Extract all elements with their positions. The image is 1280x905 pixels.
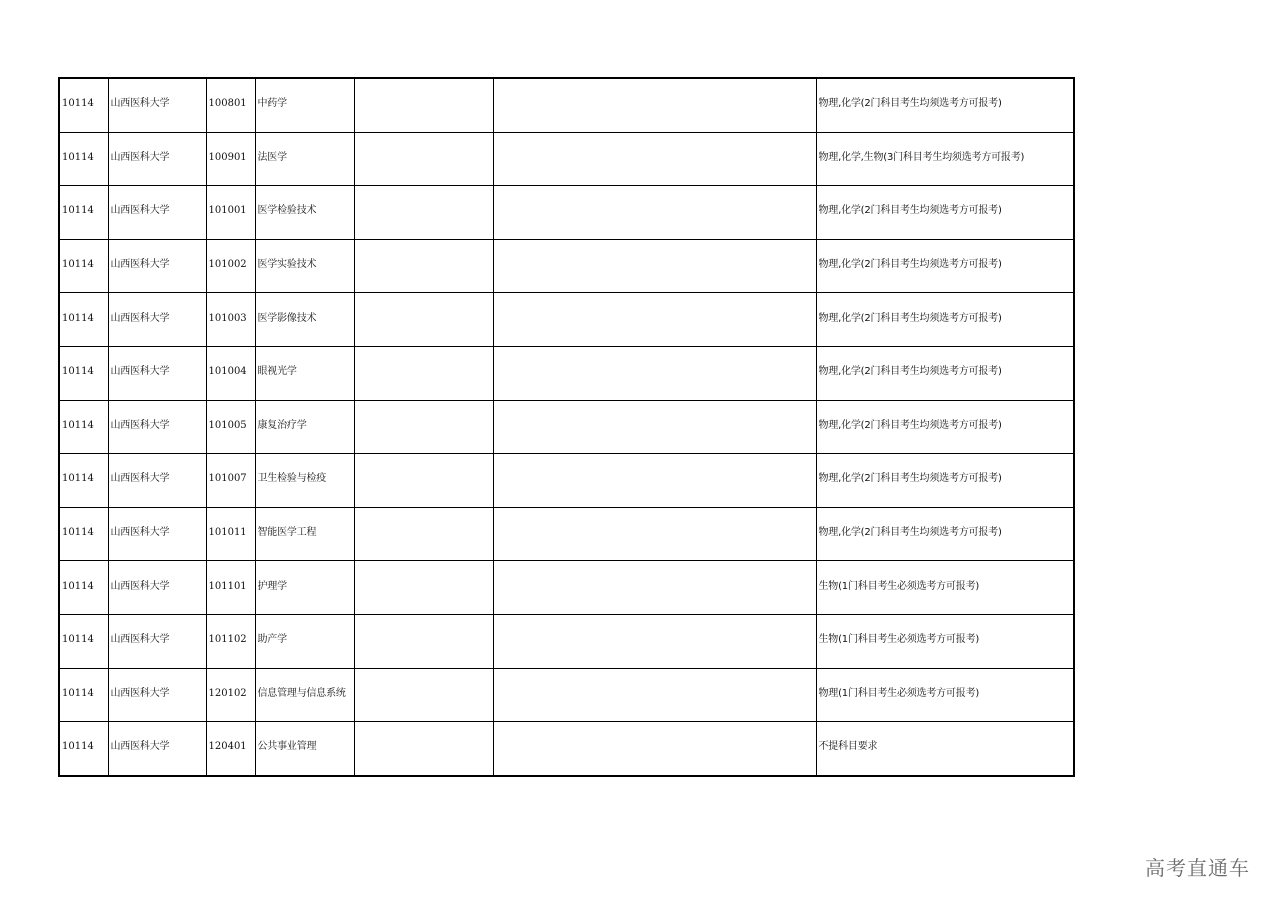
school-code-cell-text: 10114 — [62, 580, 94, 592]
major-code-cell-text: 101003 — [208, 312, 247, 324]
school-code-cell — [59, 561, 108, 615]
subject-requirement-cell — [816, 507, 1074, 561]
empty-cell-6 — [493, 186, 816, 240]
subject-requirement-cell — [816, 293, 1074, 347]
empty-cell-5 — [354, 132, 493, 186]
major-name-cell-text: 医学实验技术 — [257, 259, 317, 271]
major-code-cell — [206, 561, 255, 615]
subject-requirement-cell — [816, 346, 1074, 400]
school-name-cell-text: 山西医科大学 — [110, 741, 170, 753]
school-name-cell — [108, 561, 206, 615]
school-code-cell — [59, 454, 108, 508]
school-name-cell — [108, 454, 206, 508]
major-name-cell — [255, 293, 354, 347]
major-code-cell-text: 101102 — [208, 634, 247, 646]
empty-cell-5 — [354, 668, 493, 722]
major-code-cell — [206, 722, 255, 776]
school-code-cell — [59, 507, 108, 561]
major-code-cell — [206, 78, 255, 132]
major-code-cell — [206, 293, 255, 347]
subject-requirement-cell-text: 物理,化学,生物(3门科目考生均须选考方可报考) — [818, 151, 1025, 163]
school-code-cell-text: 10114 — [62, 98, 94, 110]
school-code-cell-text: 10114 — [62, 151, 94, 163]
major-code-cell-text: 101001 — [208, 205, 247, 217]
major-code-cell-text: 120102 — [208, 687, 247, 699]
major-code-cell-text: 101007 — [208, 473, 247, 485]
empty-cell-6 — [493, 722, 816, 776]
school-code-cell-text: 10114 — [62, 312, 94, 324]
major-code-cell-text: 101005 — [208, 419, 247, 431]
major-code-cell-text: 101101 — [208, 580, 247, 592]
empty-cell-5 — [354, 614, 493, 668]
major-name-cell — [255, 722, 354, 776]
school-code-cell-text: 10114 — [62, 687, 94, 699]
subject-requirement-cell — [816, 132, 1074, 186]
school-code-cell — [59, 722, 108, 776]
empty-cell-5 — [354, 561, 493, 615]
school-code-cell — [59, 400, 108, 454]
major-name-cell-text: 医学影像技术 — [257, 312, 317, 324]
subject-requirement-cell-text: 物理,化学(2门科目考生均须选考方可报考) — [818, 419, 1002, 431]
school-name-cell-text: 山西医科大学 — [110, 366, 170, 378]
major-name-cell — [255, 614, 354, 668]
empty-cell-5 — [354, 346, 493, 400]
school-code-cell-text: 10114 — [62, 259, 94, 271]
school-name-cell — [108, 132, 206, 186]
school-code-cell — [59, 346, 108, 400]
subject-requirement-cell-text: 不提科目要求 — [818, 741, 878, 753]
subject-requirement-cell-text: 生物(1门科目考生必须选考方可报考) — [818, 634, 980, 646]
major-name-cell — [255, 239, 354, 293]
major-name-cell-text: 康复治疗学 — [257, 419, 307, 431]
subject-requirement-cell — [816, 454, 1074, 508]
subject-requirement-cell-text: 物理(1门科目考生必须选考方可报考) — [818, 687, 980, 699]
major-code-cell — [206, 186, 255, 240]
empty-cell-5 — [354, 239, 493, 293]
school-name-cell — [108, 507, 206, 561]
subject-requirement-cell — [816, 78, 1074, 132]
table-row — [59, 78, 1074, 132]
subject-requirement-cell-text: 生物(1门科目考生必须选考方可报考) — [818, 580, 980, 592]
major-code-cell — [206, 132, 255, 186]
major-name-cell-text: 信息管理与信息系统 — [257, 687, 346, 699]
empty-cell-6 — [493, 507, 816, 561]
school-name-cell — [108, 668, 206, 722]
empty-cell-5 — [354, 454, 493, 508]
subject-requirement-cell — [816, 400, 1074, 454]
empty-cell-6 — [493, 668, 816, 722]
empty-cell-6 — [493, 614, 816, 668]
major-code-cell — [206, 346, 255, 400]
empty-cell-5 — [354, 293, 493, 347]
table-row — [59, 400, 1074, 454]
school-name-cell — [108, 722, 206, 776]
empty-cell-6 — [493, 346, 816, 400]
empty-cell-6 — [493, 293, 816, 347]
school-name-cell-text: 山西医科大学 — [110, 98, 170, 110]
table-row — [59, 132, 1074, 186]
school-code-cell — [59, 293, 108, 347]
major-name-cell — [255, 132, 354, 186]
major-code-cell — [206, 400, 255, 454]
school-name-cell-text: 山西医科大学 — [110, 687, 170, 699]
school-code-cell — [59, 614, 108, 668]
school-name-cell-text: 山西医科大学 — [110, 473, 170, 485]
major-name-cell-text: 助产学 — [257, 634, 287, 646]
school-code-cell — [59, 186, 108, 240]
major-name-cell — [255, 454, 354, 508]
school-name-cell — [108, 78, 206, 132]
major-name-cell-text: 法医学 — [257, 151, 287, 163]
empty-cell-5 — [354, 78, 493, 132]
table-row — [59, 722, 1074, 776]
empty-cell-6 — [493, 400, 816, 454]
school-code-cell-text: 10114 — [62, 473, 94, 485]
table-row — [59, 346, 1074, 400]
watermark-text: 高考直通车 — [1145, 856, 1250, 880]
school-code-cell-text: 10114 — [62, 205, 94, 217]
school-code-cell-text: 10114 — [62, 741, 94, 753]
major-code-cell — [206, 614, 255, 668]
major-name-cell — [255, 186, 354, 240]
major-code-cell — [206, 507, 255, 561]
table-row — [59, 561, 1074, 615]
table-row — [59, 454, 1074, 508]
subject-requirement-cell — [816, 186, 1074, 240]
major-name-cell — [255, 507, 354, 561]
empty-cell-5 — [354, 722, 493, 776]
subject-requirement-cell — [816, 668, 1074, 722]
school-name-cell-text: 山西医科大学 — [110, 259, 170, 271]
school-name-cell — [108, 614, 206, 668]
subject-requirements-table — [58, 77, 1075, 777]
school-code-cell — [59, 132, 108, 186]
empty-cell-6 — [493, 561, 816, 615]
school-code-cell-text: 10114 — [62, 419, 94, 431]
school-name-cell — [108, 293, 206, 347]
major-code-cell-text: 101004 — [208, 366, 247, 378]
major-code-cell — [206, 668, 255, 722]
empty-cell-5 — [354, 507, 493, 561]
major-name-cell — [255, 400, 354, 454]
empty-cell-5 — [354, 186, 493, 240]
major-name-cell-text: 中药学 — [257, 98, 287, 110]
subject-requirement-cell — [816, 614, 1074, 668]
major-code-cell-text: 100901 — [208, 151, 247, 163]
major-code-cell-text: 100801 — [208, 98, 247, 110]
school-name-cell-text: 山西医科大学 — [110, 527, 170, 539]
major-name-cell — [255, 346, 354, 400]
major-code-cell-text: 101011 — [208, 527, 247, 539]
major-code-cell — [206, 239, 255, 293]
major-name-cell-text: 公共事业管理 — [257, 741, 317, 753]
subject-requirement-cell-text: 物理,化学(2门科目考生均须选考方可报考) — [818, 205, 1002, 217]
school-name-cell-text: 山西医科大学 — [110, 580, 170, 592]
subject-requirement-cell-text: 物理,化学(2门科目考生均须选考方可报考) — [818, 366, 1002, 378]
school-name-cell — [108, 400, 206, 454]
school-name-cell-text: 山西医科大学 — [110, 419, 170, 431]
school-code-cell-text: 10114 — [62, 366, 94, 378]
major-name-cell — [255, 668, 354, 722]
empty-cell-5 — [354, 400, 493, 454]
major-name-cell-text: 医学检验技术 — [257, 205, 317, 217]
major-name-cell-text: 护理学 — [257, 580, 287, 592]
subject-requirement-cell-text: 物理,化学(2门科目考生均须选考方可报考) — [818, 312, 1002, 324]
major-name-cell-text: 智能医学工程 — [257, 527, 317, 539]
school-name-cell — [108, 346, 206, 400]
school-code-cell-text: 10114 — [62, 527, 94, 539]
school-name-cell-text: 山西医科大学 — [110, 151, 170, 163]
school-name-cell-text: 山西医科大学 — [110, 205, 170, 217]
school-code-cell — [59, 668, 108, 722]
school-name-cell — [108, 186, 206, 240]
subject-requirement-cell — [816, 561, 1074, 615]
subject-requirement-cell — [816, 239, 1074, 293]
table-row — [59, 186, 1074, 240]
table-row — [59, 614, 1074, 668]
school-code-cell — [59, 239, 108, 293]
table-row — [59, 239, 1074, 293]
table-body — [59, 78, 1074, 776]
school-code-cell-text: 10114 — [62, 634, 94, 646]
school-code-cell — [59, 78, 108, 132]
table-row — [59, 293, 1074, 347]
major-name-cell-text: 眼视光学 — [257, 366, 297, 378]
school-name-cell-text: 山西医科大学 — [110, 312, 170, 324]
major-code-cell-text: 101002 — [208, 259, 247, 271]
subject-requirement-cell-text: 物理,化学(2门科目考生均须选考方可报考) — [818, 527, 1002, 539]
subject-requirement-cell — [816, 722, 1074, 776]
school-name-cell-text: 山西医科大学 — [110, 634, 170, 646]
subject-requirement-cell-text: 物理,化学(2门科目考生均须选考方可报考) — [818, 259, 1002, 271]
subject-requirement-cell-text: 物理,化学(2门科目考生均须选考方可报考) — [818, 98, 1002, 110]
subject-requirement-cell-text: 物理,化学(2门科目考生均须选考方可报考) — [818, 473, 1002, 485]
empty-cell-6 — [493, 239, 816, 293]
school-name-cell — [108, 239, 206, 293]
empty-cell-6 — [493, 132, 816, 186]
major-name-cell-text: 卫生检验与检疫 — [257, 473, 327, 485]
table-row — [59, 507, 1074, 561]
major-name-cell — [255, 561, 354, 615]
major-code-cell — [206, 454, 255, 508]
empty-cell-6 — [493, 454, 816, 508]
major-code-cell-text: 120401 — [208, 741, 247, 753]
major-name-cell — [255, 78, 354, 132]
empty-cell-6 — [493, 78, 816, 132]
table-row — [59, 668, 1074, 722]
